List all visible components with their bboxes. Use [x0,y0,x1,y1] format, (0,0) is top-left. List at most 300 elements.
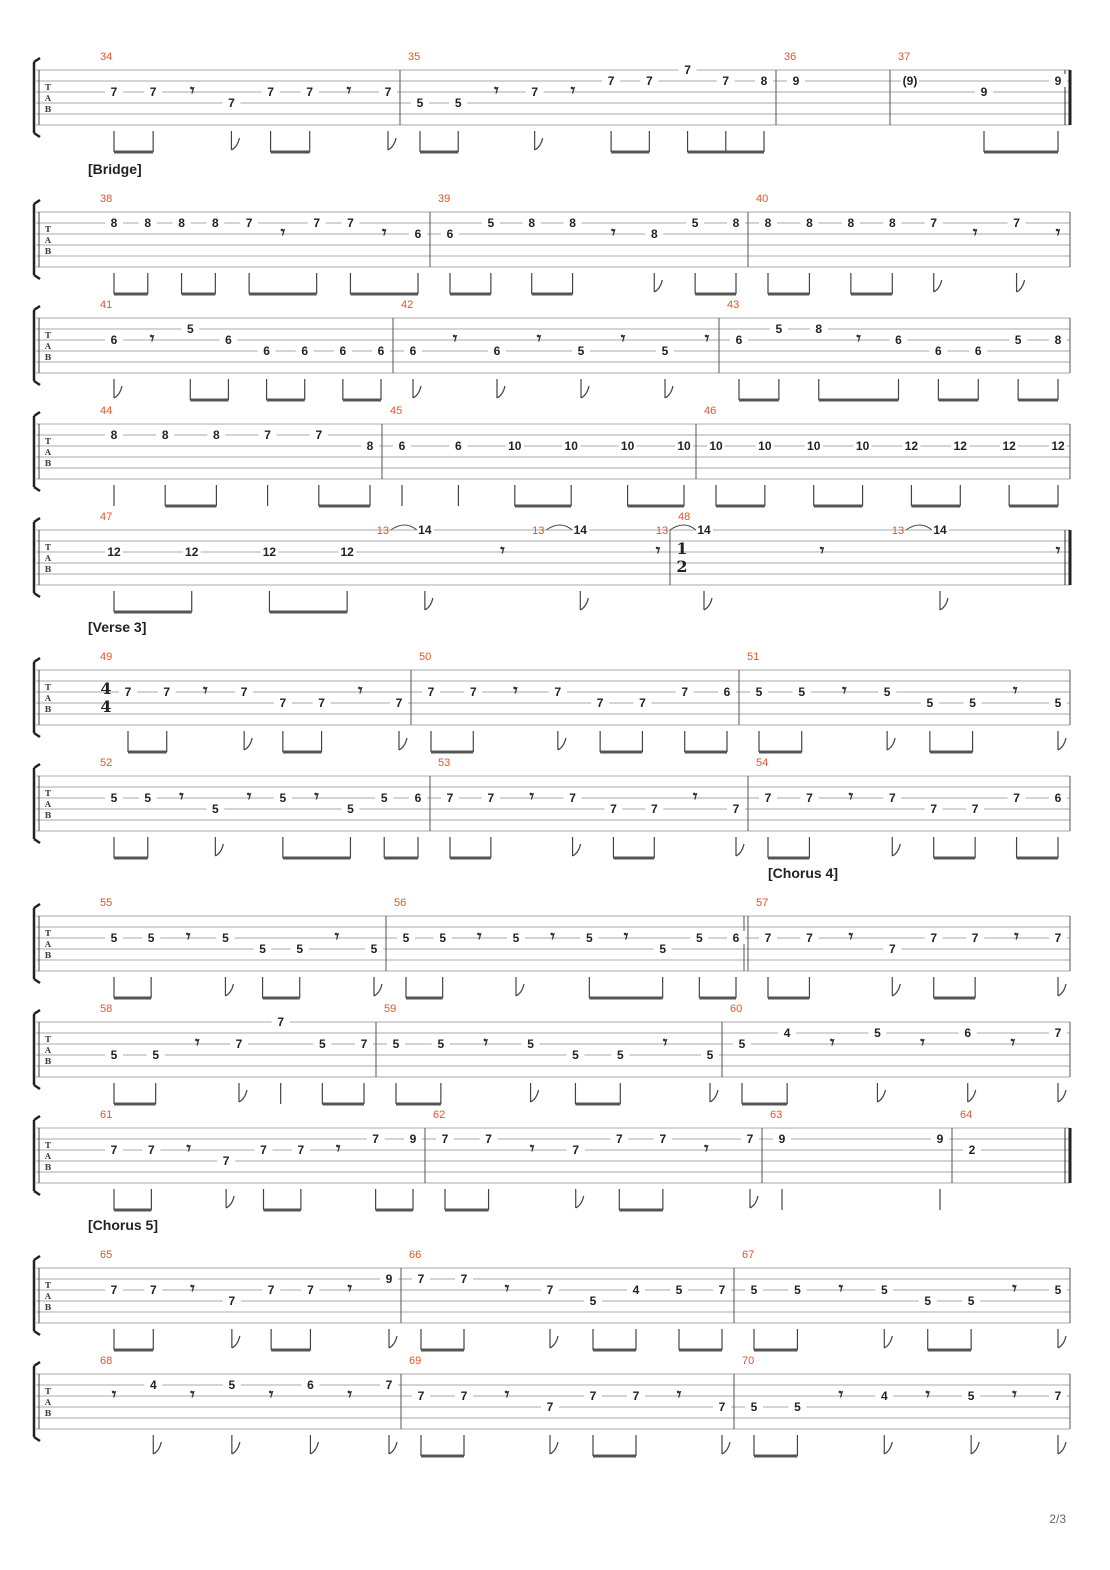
fret-number: 7 [546,1400,554,1414]
note-flag [934,280,942,292]
eighth-rest: 𝄾 [570,81,576,101]
measure-number: 41 [100,299,113,311]
eighth-rest: 𝄾 [186,927,191,947]
tab-clef-letter: A [44,1291,52,1301]
fret-number: 7 [485,1132,492,1146]
fret-number: 7 [228,1294,236,1308]
measure-number: 56 [394,897,407,909]
fret-number: 7 [240,685,248,699]
measure-number: 46 [704,405,717,417]
fret-number: 7 [395,696,403,710]
fret-number: 6 [263,344,270,358]
eighth-rest: 𝄾 [662,1033,668,1053]
fret-number: 8 [110,216,118,230]
eighth-rest: 𝄾 [848,927,854,947]
eighth-rest: 𝄾 [347,1385,352,1405]
fret-number: 8 [178,216,185,230]
note-flag [1058,1442,1066,1454]
fret-number: 12 [340,545,354,559]
eighth-rest: 𝄾 [452,329,458,349]
fret-number: 5 [228,1378,236,1392]
eighth-rest: 𝄾 [346,81,352,101]
measure-number: 57 [756,897,769,909]
measure-number: 59 [384,1003,397,1015]
note-flag [887,738,895,750]
note-flag [750,1196,758,1208]
grace-fret: 13 [891,525,905,537]
note-flag [710,1090,718,1102]
eighth-rest: 𝄾 [179,787,184,807]
fret-number: 6 [110,333,118,347]
fret-number: 8 [888,216,896,230]
note-flag [215,844,223,856]
fret-number: 5 [222,931,229,945]
note-flag [226,1196,234,1208]
fret-number: 7 [632,1389,640,1403]
fret-number: 10 [807,439,821,453]
grace-fret: 13 [532,525,545,537]
fret-number: 8 [732,216,740,230]
eighth-rest: 𝄾 [186,1139,192,1159]
fret-number: 6 [493,344,501,358]
eighth-rest: 𝄾 [203,681,208,701]
note-flag [892,844,900,856]
fret-number: 7 [372,1132,379,1146]
tab-clef-letter: B [44,810,52,820]
fret-number: 5 [794,1283,801,1297]
note-flag [1058,984,1066,996]
fret-number: 5 [147,931,155,945]
fret-number: 7 [267,85,274,99]
bend-slide [670,525,696,530]
fret-number: 5 [616,1048,624,1062]
fret-number: 7 [718,1283,726,1297]
measure-number: 50 [419,651,432,663]
eighth-rest: 𝄾 [856,329,861,349]
fret-number: 6 [339,344,347,358]
eighth-rest: 𝄾 [504,1385,510,1405]
measure-number: 52 [100,757,113,769]
fret-number: 5 [380,791,388,805]
fret-number: 4 [880,1389,888,1403]
eighth-rest: 𝄾 [692,787,698,807]
fret-number: 7 [596,696,604,710]
eighth-rest: 𝄾 [623,927,629,947]
fret-number: 4 [783,1026,791,1040]
fret-number: 7 [318,696,325,710]
fret-number: 7 [235,1037,243,1051]
fret-number: 4 [149,1378,157,1392]
note-flag [573,844,581,856]
fret-number: 14 [697,523,711,537]
fret-number: 7 [1013,791,1020,805]
bend-slide [546,525,572,530]
tab-clef-letter: T [45,1280,51,1290]
eighth-rest: 𝄾 [513,681,518,701]
fret-number: 5 [775,322,783,336]
measure-number: 43 [727,299,740,311]
fret-number: 7 [546,1283,554,1297]
fret-number: 7 [245,216,253,230]
tab-clef-letter: B [44,704,52,714]
fret-number: 7 [149,1283,157,1297]
eighth-rest: 𝄾 [529,787,534,807]
fret-number: 7 [531,85,539,99]
eighth-rest: 𝄾 [920,1033,925,1053]
fret-number: 5 [924,1294,932,1308]
note-flag [374,984,382,996]
fret-number: 5 [392,1037,400,1051]
note-flag [239,1090,247,1102]
fret-number: 5 [874,1026,881,1040]
fret-number: 8 [1054,333,1062,347]
fret-number: 7 [572,1143,580,1157]
eighth-rest: 𝄾 [838,1385,844,1405]
eighth-rest: 𝄾 [536,329,542,349]
fret-number: 5 [487,216,495,230]
eighth-rest: 𝄾 [381,223,387,243]
note-flag [310,1442,318,1454]
time-signature-bottom: 2 [676,557,688,576]
fret-number: 5 [969,696,976,710]
fret-number: 9 [385,1272,393,1286]
note-flag [399,738,407,750]
fret-number: 5 [750,1400,758,1414]
tab-clef-letter: A [44,447,52,457]
fret-number: 5 [738,1037,746,1051]
fret-number: 7 [806,791,813,805]
fret-number: 7 [930,802,938,816]
note-flag [389,1442,397,1454]
measure-number: 53 [438,757,451,769]
fret-number: 7 [297,1143,305,1157]
fret-number: 12 [1002,439,1016,453]
eighth-rest: 𝄾 [477,927,482,947]
eighth-rest: 𝄾 [1012,1385,1017,1405]
fret-number: 8 [569,216,576,230]
fret-number: 10 [709,439,723,453]
bend-slide [391,525,417,530]
fret-number: 4 [632,1283,640,1297]
eighth-rest: 𝄾 [268,1385,274,1405]
fret-number: 5 [661,344,669,358]
measure-number: 62 [433,1109,446,1121]
tab-clef-letter: T [45,224,51,234]
section-label: [Bridge] [88,161,142,177]
fret-number: 5 [585,931,593,945]
fret-number: 7 [1054,931,1062,945]
fret-number: 5 [750,1283,758,1297]
note-flag [971,1442,979,1454]
grace-fret: 13 [376,525,389,537]
eighth-rest: 𝄾 [1013,681,1018,701]
fret-number: 8 [764,216,772,230]
fret-number: 7 [385,1378,393,1392]
eighth-rest: 𝄾 [335,1139,341,1159]
note-flag [1058,738,1066,750]
fret-number: 7 [639,696,646,710]
fret-number: 5 [1054,1283,1062,1297]
note-flag [497,386,505,398]
fret-number: 7 [610,802,617,816]
fret-number: 5 [1014,333,1022,347]
fret-number: 5 [798,685,806,699]
fret-number: 7 [469,685,477,699]
fret-number: 7 [228,96,235,110]
fret-number: 6 [409,344,417,358]
fret-number: 7 [260,1143,267,1157]
fret-number: 5 [347,802,354,816]
note-flag [884,1336,892,1348]
fret-number: 12 [262,545,277,559]
note-flag [581,386,589,398]
note-flag [516,984,524,996]
fret-number: 9 [792,74,800,88]
fret-number: 10 [508,439,522,453]
tab-clef-letter: B [44,246,52,256]
fret-number: 10 [855,439,870,453]
fret-number: 6 [895,333,902,347]
fret-number: 6 [398,439,406,453]
fret-number: 7 [806,931,813,945]
note-flag [968,1090,976,1102]
fret-number: 7 [718,1400,726,1414]
fret-number: 5 [675,1283,683,1297]
fret-number: 2 [968,1143,976,1157]
fret-number: 5 [186,322,194,336]
eighth-rest: 𝄾 [358,681,363,701]
measure-number: 66 [409,1249,422,1261]
measure-number: 63 [770,1109,783,1121]
measure-number: 35 [408,51,421,63]
eighth-rest: 𝄾 [190,1385,195,1405]
measure-number: 58 [100,1003,113,1015]
fret-number: 7 [645,74,653,88]
note-flag [1058,1336,1066,1348]
fret-number: 7 [222,1154,230,1168]
eighth-rest: 𝄾 [500,541,505,561]
eighth-rest: 𝄾 [1010,1033,1016,1053]
fret-number: 7 [971,802,979,816]
note-flag [1058,1090,1066,1102]
tab-clef-letter: A [44,939,52,949]
fret-number: 7 [930,216,938,230]
measure-number: 40 [756,193,769,205]
fret-number: 7 [110,1283,118,1297]
tab-clef-letter: B [44,1408,52,1418]
eighth-rest: 𝄾 [838,1279,844,1299]
fret-number: 7 [347,216,354,230]
fret-number: 7 [417,1272,425,1286]
note-flag [576,1196,584,1208]
fret-number: 10 [564,439,578,453]
fret-number: 6 [446,227,454,241]
eighth-rest: 𝄾 [704,329,710,349]
fret-number: 6 [1054,791,1062,805]
fret-number: 10 [677,439,691,453]
fret-number: 12 [107,545,121,559]
eighth-rest: 𝄾 [1014,927,1019,947]
measure-number: 47 [100,511,113,523]
tab-clef-letter: T [45,1386,51,1396]
tab-clef-letter: B [44,458,52,468]
tab-clef-letter: T [45,542,51,552]
eighth-rest: 𝄾 [620,329,626,349]
fret-number: 7 [1054,1389,1062,1403]
fret-number: 12 [953,439,967,453]
fret-number: 7 [764,931,772,945]
fret-number: 7 [722,74,730,88]
fret-number: 5 [1054,696,1062,710]
fret-number: 7 [764,791,772,805]
fret-number: 5 [437,1037,445,1051]
fret-number: 5 [152,1048,160,1062]
fret-number: 5 [512,931,520,945]
eighth-rest: 𝄾 [1012,1279,1017,1299]
fret-number: 8 [650,227,658,241]
tab-clef-letter: A [44,235,52,245]
eighth-rest: 𝄾 [972,223,978,243]
fret-number: 7 [554,685,562,699]
fret-number: 5 [706,1048,714,1062]
eighth-rest: 𝄾 [842,681,847,701]
fret-number: 7 [659,1132,667,1146]
page-number: 2/3 [1049,1512,1066,1526]
fret-number: 5 [402,931,410,945]
fret-number: 5 [755,685,763,699]
measure-number: 38 [100,193,113,205]
note-flag [535,138,543,150]
tab-clef-letter: B [44,1056,52,1066]
fret-number: 5 [439,931,447,945]
eighth-rest: 𝄾 [246,787,252,807]
eighth-rest: 𝄾 [1055,223,1061,243]
tab-clef-letter: T [45,1140,51,1150]
fret-number: 7 [684,63,691,77]
fret-number: 7 [110,1143,118,1157]
measure-number: 44 [100,405,113,417]
fret-number: 5 [211,802,219,816]
fret-number: 7 [1013,216,1020,230]
fret-number: 7 [746,1132,754,1146]
fret-number: 6 [455,439,462,453]
fret-number: 7 [607,74,615,88]
eighth-rest: 𝄾 [190,81,195,101]
eighth-rest: 𝄾 [314,787,319,807]
fret-number: 8 [760,74,768,88]
eighth-rest: 𝄾 [347,1279,352,1299]
note-flag [550,1336,558,1348]
fret-number: 8 [528,216,536,230]
eighth-rest: 𝄾 [550,927,555,947]
tab-clef-letter: T [45,788,51,798]
fret-number: 7 [384,85,392,99]
fret-number: 5 [695,931,703,945]
fret-number: 5 [967,1294,975,1308]
fret-number: 9 [980,85,988,99]
tab-clef-letter: T [45,682,51,692]
measure-number: 67 [742,1249,755,1261]
fret-number: 7 [277,1015,285,1029]
fret-number: 7 [650,802,658,816]
fret-number: 7 [888,791,896,805]
fret-number: 6 [414,227,422,241]
fret-number: 6 [964,1026,972,1040]
tab-clef-letter: B [44,104,52,114]
fret-number: 7 [149,85,157,99]
tab-clef-letter: B [44,950,52,960]
eighth-rest: 𝄾 [494,81,499,101]
tab-clef-letter: T [45,928,51,938]
fret-number: 5 [110,1048,118,1062]
measure-number: 48 [678,511,691,523]
fret-number: 8 [815,322,823,336]
eighth-rest: 𝄾 [830,1033,835,1053]
note-flag [531,1090,539,1102]
fret-number: 7 [315,428,323,442]
eighth-rest: 𝄾 [676,1385,682,1405]
eighth-rest: 𝄾 [819,541,825,561]
fret-number: 5 [110,791,118,805]
eighth-rest: 𝄾 [280,223,286,243]
eighth-rest: 𝄾 [111,1385,117,1405]
fret-number: 8 [847,216,855,230]
tab-clef-letter: A [44,553,52,563]
note-flag [232,1336,240,1348]
measure-number: 69 [409,1355,422,1367]
fret-number: 5 [794,1400,801,1414]
fret-number: 14 [573,523,587,537]
fret-number: 7 [487,791,495,805]
fret-number: 5 [880,1283,888,1297]
fret-number: 7 [427,685,435,699]
measure-number: 36 [784,51,797,63]
measure-number: 60 [730,1003,743,1015]
fret-number: 7 [930,931,938,945]
fret-number: 8 [806,216,813,230]
section-label: [Verse 3] [88,619,147,635]
fret-number: 14 [933,523,947,537]
eighth-rest: 𝄾 [195,1033,200,1053]
measure-number: 55 [100,897,113,909]
note-flag [1017,280,1025,292]
measure-number: 51 [747,651,760,663]
tab-clef-letter: T [45,436,51,446]
fret-number: 8 [211,216,219,230]
fret-number: 7 [148,1143,155,1157]
fret-number: 5 [926,696,934,710]
note-flag [940,598,948,610]
fret-number: 5 [883,685,891,699]
fret-number: 5 [416,96,424,110]
fret-number: 7 [460,1389,468,1403]
fret-number: 9 [936,1132,944,1146]
tab-clef-letter: B [44,564,52,574]
fret-number: 7 [313,216,321,230]
note-flag [153,1442,161,1454]
time-signature-top: 4 [100,679,112,698]
fret-number: 7 [681,685,689,699]
fret-number: 8 [110,428,118,442]
measure-number: 68 [100,1355,113,1367]
fret-number: 7 [279,696,287,710]
fret-number: 7 [163,685,171,699]
measure-number: 39 [438,193,451,205]
fret-number: 5 [659,942,667,956]
eighth-rest: 𝄾 [504,1279,510,1299]
eighth-rest: 𝄾 [655,541,661,561]
fret-number: 5 [572,1048,579,1062]
